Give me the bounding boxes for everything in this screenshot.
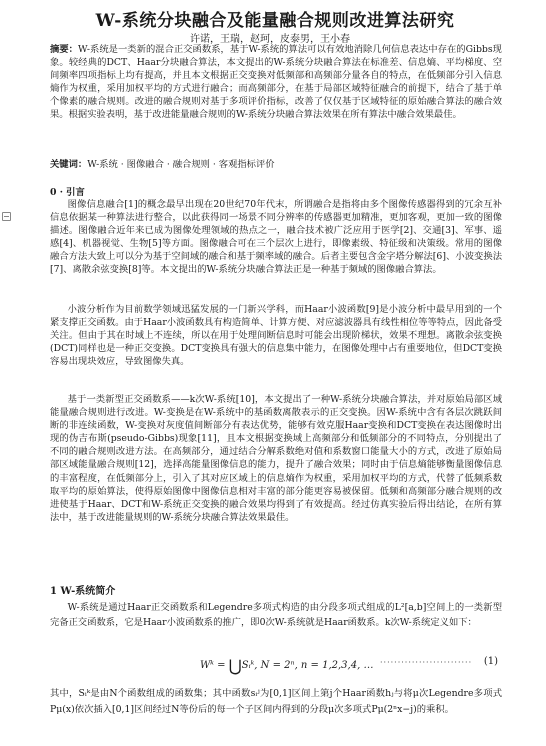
section-heading-w-system: 1 W-系统简介: [50, 586, 116, 597]
section-heading-introduction: 0 · 引言: [50, 187, 85, 198]
equation-number: (1): [483, 656, 498, 667]
intro-paragraph-1: 图像信息融合[1]的概念最早出现在20世纪70年代末，所谓融合是指将由多个图像传感器得到的冗余互补信息依据某一种算法进行整合，以此获得同一场景不同分辨率的传感器更加精准，更加客观，更加一致的图像描述。图像融合近年来已成为图像处理领域的热点之一，融合技术被广泛应用于医学[2]、交通[3]、军事、遥感[4]、机器视觉、生物[5]等方面。图像融合可在三个层次上进行，即像素级、特征级和决策级。常用的图像融合方法大致上可以分为基于空间域的融合和基于频率域的融合。后者主要包含金字塔分解法[6]、小波变换法[7]、离散余弦变换[8]等。本文提出的W-系统分块融合算法正是一种基于频域的图像融合算法。: [50, 199, 502, 276]
union-symbol: ⋃: [228, 656, 242, 675]
paper-authors: 许诺，王瑞，赵珂，皮泰男，王小春: [190, 34, 350, 45]
intro-paragraph-3: 基于一类新型正交函数系——k次W-系统[10]，本文提出了一种W-系统分块融合算法，并对原始局部区域能量融合规则进行改进。W-变换是在W-系统中的基函数离散表示的正交变换。因W-系统中含有各层次跳跃间断的非连续函数，W-变换对灰度值间断部分有表达优势，能够有效克服Haar变换和DCT变换在表达图像时出现的伪吉布斯(pseudo-Gibbs)现象[11]，且本文根据变换域上高频部分和低频部分的不同特点，分别提出了不同的融合规则改进方法。在高频部分，通过结合分解系数绝对值和系数窗口能量大小的方式，改进了原始局部区域能量融合规则[12]，选择高能量图像信息的能力，提升了融合效果；同时由于信息熵能够衡量图像信息的丰富程度，在低频部分上，引入了其对应区域上的信息熵作为权重，采用加权平均的方式，代替了低频系数取平均的原始算法，使得原始图像中图像信息相对丰富的部分能更容易被保留。低频和高频部分融合规则的改进使基于Haar、DCT和W-系统正交变换的融合效果均得到了有效提高。经过仿真实验后得出结论，在所有算法中，基于改进能量规则的W-系统分块融合算法效果最佳。: [50, 394, 502, 523]
intro-paragraph-2: 小波分析作为目前数学领域迅猛发展的一门新兴学科，而Haar小波函数[9]是小波分析中最早用到的一个紧支撑正交函数。由于Haar小波函数具有构造简单、计算方便、对应滤波器具有线性相位等等特点，因此备受关注。但由于其在时域上不连续，所以在用于处理间断信息时可能会出现阶梯状，效果不理想。离散余弦变换(DCT)同样也是一种正交变换。DCT变换具有强大的信息集中能力，在图像处理中占有重要地位，但DCT变换容易出现块效应，导致图像失真。: [50, 304, 502, 368]
w-system-intro-paragraph: W-系统是通过Haar正交函数系和Legendre多项式构造的由分段多项式组成的L²[a,b]空间上的一类新型完备正交函数系，它是Haar小波函数系的推广，即0次W-系统就是Haar函数系。k次W-系统定义如下：: [50, 602, 502, 628]
equation-1-body: [200, 656, 373, 675]
keywords-text: W-系统 · 图像融合 · 融合规则 · 客观指标评价: [87, 159, 275, 170]
formula-explanation-paragraph: 其中，Sᵢᵏ是由N个函数组成的函数集；其中函数sᵢʲ为[0,1]区间上第j个Haar函数hⱼ与将μ次Legendre多项式Pμ(x)依次插入[0,1]区间经过N等份后的每一个子区间内得到的分段μ次多项式Pμ(2ⁿx−j)的乘积。: [50, 688, 502, 715]
equation-rhs: Sᵢᵏ, N = 2ⁿ, n = 1,2,3,4, …: [241, 660, 374, 671]
paper-title: W-系统分块融合及能量融合规则改进算法研究: [95, 11, 455, 31]
abstract-paragraph: [50, 43, 502, 122]
keywords-line: [50, 158, 502, 171]
collapse-marker-icon[interactable]: [2, 212, 11, 221]
abstract-label: 摘要：: [50, 44, 78, 55]
keywords-label: 关键词：: [50, 159, 88, 170]
abstract-text: W-系统是一类新的混合正交函数系，基于W-系统的算法可以有效地消除几何信息表达中存在的Gibbs现象。较经典的DCT、Haar分块融合算法，本文提出的W-系统分块融合算法在标准差、信息熵、平均梯度、空间频率四项指标上均有提高，并且本文根据正交变换对低频部和高频部分量各自的特点，在低频部分引入信息熵作为权重，采用加权平均的方式进行融合；而高频部分，在基于局部区域特征融合的前提下，结合了基于单个像素的融合规则。改进的融合规则对基于多项评价指标，改善了仅仅基于区域特征的原始融合算法的融合效果。根据实验表明，基于改进能量融合规则的W-系统分块融合算法效果在所有算法中融合效果最佳。: [50, 44, 502, 121]
equation-leader-dots: ··························: [380, 658, 473, 667]
equation-lhs: Wᵏ =: [200, 660, 229, 671]
equation-1: [50, 652, 502, 680]
